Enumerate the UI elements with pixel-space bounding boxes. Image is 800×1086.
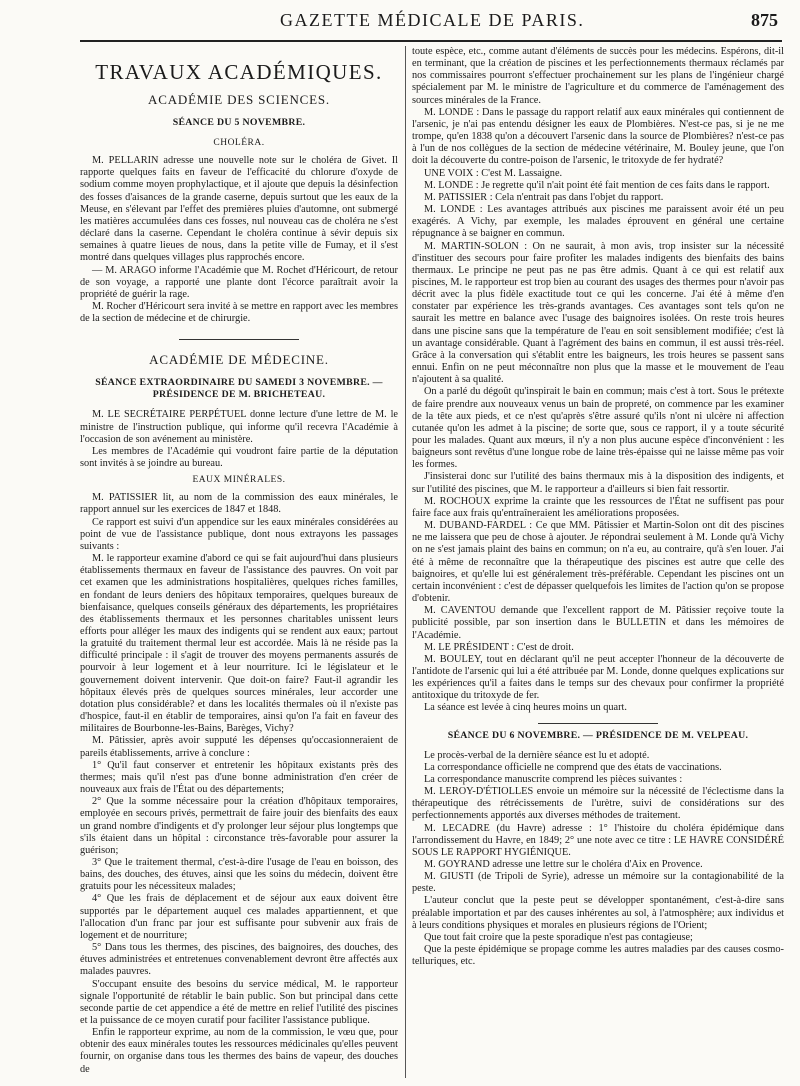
running-head — [0, 0, 800, 40]
paragraph: M. GIUSTI (de Tripoli de Syrie), adresse un mémoire sur la contagionabilité de la peste. — [412, 871, 784, 895]
seance-heading: SÉANCE EXTRAORDINAIRE DU SAMEDI 3 NOVEMBRE. — PRÉSIDENCE DE M. BRICHETEAU. — [95, 377, 383, 401]
academy-medecine-title: ACADÉMIE DE MÉDECINE. — [149, 352, 329, 368]
paragraph: J'insisterai donc sur l'utilité des bains thermaux mis à la disposition des indigents, et sur l'utilité des piscines, que M. le rapporteur a d'ailleurs si bien fait ressortir. — [412, 471, 784, 495]
paragraph: — M. ARAGO informe l'Académie que M. Rochet d'Héricourt, de retour de son voyage, a rapporté une plante dont l'écorce paraîtrait avoir la propriété de guérir la rage. — [80, 264, 398, 300]
section-divider — [538, 723, 658, 724]
paragraph: 3° Que le traitement thermal, c'est-à-dire l'usage de l'eau en boisson, des bains, des douches, des étuves, ainsi que les soins du médecin, doivent être gratuits pour les nécessiteux malades; — [80, 856, 398, 893]
page-number: 875 — [751, 10, 778, 30]
paragraph: M. PELLARIN adresse une nouvelle note sur le choléra de Givet. Il rapporte quelques faits en faveur de l'efficacité du chlorure d'oxyde de sodium comme moyen prophylactique, et il ajoute que depuis la désinfection des fosses d'aisances de la grande caserne, depuis surtout que les eaux de la Meuse, en s'élevant par l'effet des premières pluies d'automne, ont submergé les matières accumulées dans ces fosses, nul nouveau cas de choléra ne s'est déclaré dans la caserne. Cependant le choléra continue à sévir depuis six semaines à quatre lieues de nous, dans la petite ville de Fumay, et il s'est montré dans quelques villages plus rapprochés encore. — [80, 155, 398, 264]
paragraph: Que la peste épidémique se propage comme les autres maladies par des causes cosmo-telluriques, etc. — [412, 944, 784, 968]
paragraph: M. le rapporteur examine d'abord ce qui se fait aujourd'hui dans plusieurs établissements thermaux en faveur de l'assistance des pauvres. On voit par cet examen que les administrations hospitalières, quelques riches familles, en fondant de leurs deniers des hôpitaux temporaires, quelques bureaux de bienfaisance, quelques conseils généraux des départements, les propriétaires des établissements thermaux et les personnes charitables unissent leurs efforts pour alléger les maux des indigents qui se rendent aux eaux; partout la gratuité du traitement thermal leur est accordée. Mais là ne réside pas la difficulté principale : il s'agit de trouver des moyens permanents assurés de pourvoir à leur logement et à leur nourriture. Ici le législateur et le gouvernement doivent intervenir. Que doit-on faire? Faut-il agrandir les hôpitaux élevés près de quelques sources minérales, leur accorder une dotation plus considérable? et dans les localités thermales où il n'existe pas d'hospice, faut-il en établir de temporaires, ainsi qu'on l'a fait en faveur des militaires de Bourbonne-les-Bains, Barèges, Vichy? — [80, 553, 398, 735]
paragraph: 4° Que les frais de déplacement et de séjour aux eaux doivent être supportés par le département auquel ces malades appartiennent, et que l'allocation d'un franc par jour est suffisante pour subvenir aux frais de logement et de nourriture; — [80, 893, 398, 941]
paragraph: Ce rapport est suivi d'un appendice sur les eaux minérales considérées au point de vue de l'assistance publique, dont nous extrayons les passages suivants : — [80, 516, 398, 552]
paragraph: Enfin le rapporteur exprime, au nom de la commission, le vœu que, pour obtenir des eaux minérales toutes les ressources médicinales qu'elles peuvent fournir, on organise dans tous les thermes des bains de vapeur, des douches de — [80, 1027, 398, 1075]
section-title: TRAVAUX ACADÉMIQUES. — [95, 60, 383, 84]
paragraph: M. MARTIN-SOLON : On ne saurait, à mon avis, trop insister sur la nécessité d'instituer des secours pour faire profiter les malades indigents des bienfaits des bains thermaux. Le principe ne peut pas ne pas être admis. Quant à ce qui est relatif aux piscines, M. le rapporteur est trop bien au courant des usages des thermes pour n'avoir pas décrit avec la plus fidèle exactitude tout ce qui les concerne. J'ai été à même d'en constater par expérience les très-grands avantages. Ces avantages sont tels qu'on ne saurait les mettre en balance avec l'usage des baignoires isolées. On reste trois heures dans une piscine sans que la température de l'eau en soit sensiblement modifiée; c'est là un avantage considérable. Quant à l'agrément des bains en commun, il est aussi très-réel. Grâce à la conversation qui s'établit entre les baigneurs, les trois heures se passent sans ennui. Enfin on ne peut méconnaître non plus que la masse et le mouvement de l'eau n'ajoutent à sa qualité. — [412, 240, 784, 386]
paragraph: M. LONDE : Les avantages attribués aux piscines me paraissent avoir été un peu exagérés. A Vichy, par exemple, les malades éprouvent en général une certaine répugnance à se baigner en commun. — [412, 204, 784, 240]
paragraph: 1° Qu'il faut conserver et entretenir les hôpitaux existants près des thermes; mais qu'il n'est pas d'une bonne administration d'en créer de nouveaux aux frais de l'État ou des départements; — [80, 759, 398, 796]
right-column — [412, 46, 784, 1078]
section-divider — [179, 339, 299, 340]
paragraph: M. Pâtissier, après avoir supputé les dépenses qu'occasionneraient de pareils établissements, arrive à conclure : — [80, 735, 398, 759]
paragraph: Le procès-verbal de la dernière séance est lu et adopté. — [424, 749, 650, 761]
left-column — [80, 46, 398, 1078]
paragraph: M. Rocher d'Héricourt sera invité à se mettre en rapport avec les membres de la section de médecine et de chirurgie. — [80, 301, 398, 325]
paragraph: M. BOULEY, tout en déclarant qu'il ne peut accepter l'honneur de la découverte de l'antidote de l'arsenic qui lui a été attribuée par M. Londe, donne quelques explications sur les expériences qu'il a faites dans le temps sur des chevaux pour confirmer la propriété antitoxique du tritoxyde de fer. — [412, 653, 784, 702]
paragraph: M. ROCHOUX exprime la crainte que les ressources de l'État ne suffisent pas pour faire face aux frais qu'entraîneraient les améliorations proposées. — [412, 495, 784, 519]
paragraph: L'auteur conclut que la peste peut se développer spontanément, c'est-à-dire sans préalable importation et par des causes inhérentes au sol, à l'atmosphère; aux individus et à leurs conditions physiques et morales en plusieurs régions de l'Orient; — [412, 895, 784, 931]
paragraph: M. LECADRE (du Havre) adresse : 1° l'histoire du choléra épidémique dans l'arrondissement du Havre, en 1849; 2° une note avec ce titre : LE HAVRE CONSIDÉRÉ SOUS LE RAPPORT HYGIÉNIQUE. — [412, 822, 784, 858]
paragraph: M. LE PRÉSIDENT : C'est de droit. — [424, 641, 574, 653]
subhead-eaux-minerales: EAUX MINÉRALES. — [192, 475, 286, 486]
paragraph: 5° Dans tous les thermes, des piscines, des baignoires, des douches, des étuves administrées et entretenues convenablement devront être affectés aux malades pauvres. — [80, 942, 398, 978]
paragraph: M. CAVENTOU demande que l'excellent rapport de M. Pâtissier reçoive toute la publicité possible, par son insertion dans le BULLETIN et dans les mémoires de l'Académie. — [412, 605, 784, 641]
paragraph: UNE VOIX : C'est M. Lassaigne. — [424, 167, 563, 179]
paragraph: M. PATISSIER : Cela n'entrait pas dans l'objet du rapport. — [424, 191, 664, 203]
paragraph: La séance est levée à cinq heures moins un quart. — [424, 702, 627, 714]
academy-sciences-title: ACADÉMIE DES SCIENCES. — [148, 92, 330, 107]
paragraph: Que tout fait croire que la peste sporadique n'est pas contagieuse; — [424, 931, 693, 943]
paragraph: M. GOYRAND adresse une lettre sur le choléra d'Aix en Provence. — [424, 859, 703, 870]
paragraph: La correspondance manuscrite comprend les pièces suivantes : — [424, 773, 683, 785]
paragraph: M. LE SECRÉTAIRE PERPÉTUEL donne lecture d'une lettre de M. le ministre de l'instruction publique, qui informe qu'il recevra l'Académie à l'occasion de son avénement au ministère. — [80, 409, 398, 445]
subhead-cholera: CHOLÉRA. — [213, 138, 265, 148]
seance-heading: SÉANCE DU 6 NOVEMBRE. — PRÉSIDENCE DE M. VELPEAU. — [447, 729, 749, 741]
paragraph: M. LEROY-D'ÉTIOLLES envoie un mémoire sur la nécessité de l'éclectisme dans la thérapeutique des rétrécissements de l'urètre, suivi de considérations sur des perfectionnements apportés aux diverses méthodes de traitement. — [412, 786, 784, 822]
paragraph: M. LONDE : Je regrette qu'il n'ait point été fait mention de ces faits dans le rapport. — [424, 179, 770, 191]
paragraph: toute espèce, etc., comme autant d'éléments de succès pour les médecins. Espérons, dit-il en terminant, que la création de piscines et les perfectionnements thermaux réclamés par nos commissaires pourront s'effectuer prochainement sur les plans de l'ingénieur chargé spécialement par M. le ministre de l'agriculture et du commerce de l'aménagement des sources minérales de la France. — [412, 46, 784, 106]
paragraph: La correspondance officielle ne comprend que des états de vaccinations. — [424, 761, 722, 773]
paragraph: M. DUBAND-FARDEL : Ce que MM. Pâtissier et Martin-Solon ont dit des piscines ne me laissera que peu de chose à ajouter. Je répondrai seulement à M. Londe qu'à Vichy on ne s'est jamais plaint des bains en commun; on n'a eu, au contraire, qu'à s'en louer. J'ai été à même de reconnaître que la thérapeutique des piscines est autre que celle des baignoires, et qu'elle lui est généralement très-préférable. Cependant les piscines ont un certain inconvénient : c'est de dépasser quelquefois les limites de l'action qu'on se propose d'obtenir. — [412, 520, 784, 605]
paragraph: 2° Que la somme nécessaire pour la création d'hôpitaux temporaires, employée en secours privés, permettrait de faire jouir des bienfaits des eaux un grand nombre d'indigents et d'y prolonger leur séjour plus longtemps que s'ils étaient dans un hôpital : circonstance très-favorable pour assurer la guérison; — [80, 796, 398, 856]
paragraph: On a parlé du dégoût qu'inspirait le bain en commun; mais c'est à tort. Sous le prétexte de faire prendre aux nouveaux venus un bain de propreté, on commence par les examiner de la tête aux pieds, et ce n'est qu'après s'être assuré qu'ils n'ont ni ulcère ni affection cutanée qu'on les admet à la piscine; de sorte que, sous ce rapport, il y a toute sécurité pour les malades. Quant aux mœurs, il n'y a non plus aucune espèce d'inconvénient : les baigneurs sont revêtus d'une longue robe de laine très-épaisse qui ne laisse même pas voir les formes. — [412, 386, 784, 471]
paragraph: M. LONDE : Dans le passage du rapport relatif aux eaux minérales qui contiennent de l'arsenic, je n'ai pas entendu désigner les eaux de Plombières. N'est-ce pas, si je ne me trompe, qu'en 1838 qu'on a découvert l'arsenic dans la source de Plombières? n'est-ce pas à l'un de nos collègues de la section de médecine vétérinaire, M. Bouley jeune, que l'on doit la découverte du contre-poison de l'arsenic, le tritoxyde de fer hydraté? — [412, 106, 784, 167]
paragraph: S'occupant ensuite des besoins du service médical, M. le rapporteur signale l'opportunité de rétablir le bain public. Son but principal dans cette seconde partie de cet appendice a été de mettre en relief l'utilité des piscines et la puissance de ce moyen curatif pour faciliter l'assistance publique. — [80, 978, 398, 1026]
paragraph: M. PATISSIER lit, au nom de la commission des eaux minérales, le rapport annuel sur les exercices de 1847 et 1848. — [80, 492, 398, 516]
seance-heading: SÉANCE DU 5 NOVEMBRE. — [172, 117, 306, 128]
journal-title: GAZETTE MÉDICALE DE PARIS. — [280, 10, 585, 30]
column-divider — [405, 46, 406, 1078]
paragraph: Les membres de l'Académie qui voudront faire partie de la députation sont invités à se joindre au bureau. — [80, 445, 398, 469]
header-rule — [80, 40, 782, 42]
